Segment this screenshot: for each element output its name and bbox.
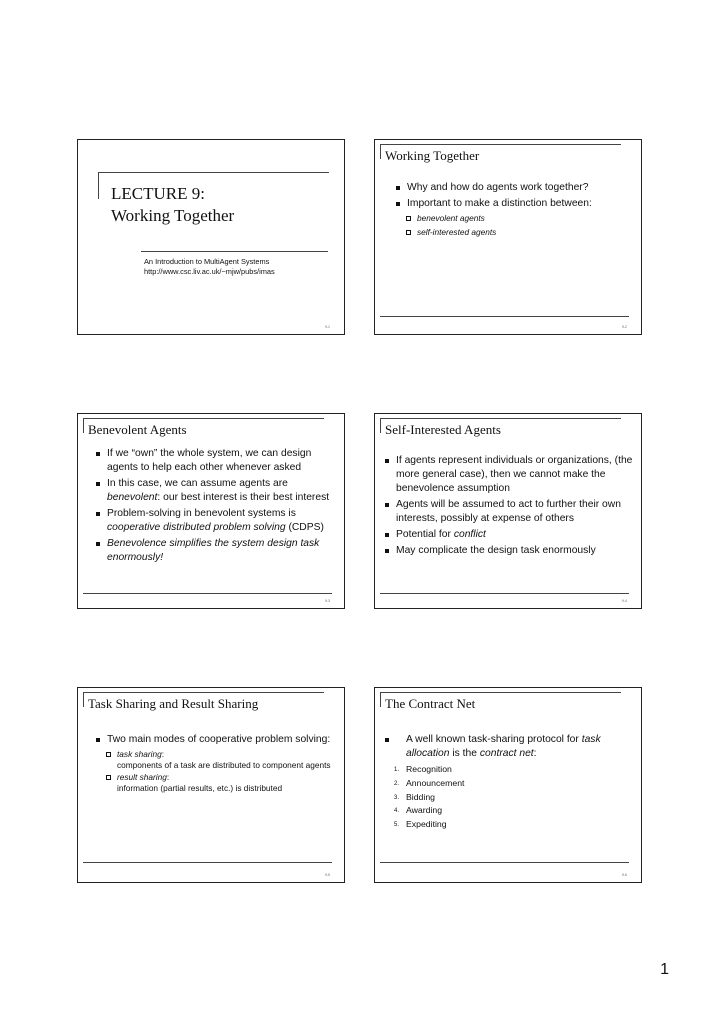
subtitle-rule <box>141 251 328 252</box>
bullet: Problem-solving in benevolent systems is cooperative distributed problem solving (CDPS) <box>93 507 333 535</box>
slide-number: 9-4 <box>621 599 627 603</box>
bullet-list <box>382 454 634 560</box>
footer-rule <box>380 593 629 594</box>
slide-number: 9-2 <box>621 325 627 329</box>
slide-title: The Contract Net <box>385 696 476 711</box>
list-item: 3. Bidding <box>394 791 435 802</box>
bullet-list <box>393 181 638 241</box>
footer-rule <box>380 316 629 317</box>
slide-number: 9-1 <box>324 325 330 329</box>
subtitle: An Introduction to MultiAgent Systems http://www.csc.liv.ac.uk/~mjw/pubs/imas <box>144 257 275 276</box>
bullet: A well known task-sharing protocol for task allocation is the contract net: <box>382 733 634 761</box>
bullet: Important to make a distinction between: <box>393 197 638 211</box>
slide-title: Task Sharing and Result Sharing <box>88 696 259 711</box>
slide-4 <box>374 413 642 609</box>
list-item: 2. Announcement <box>394 777 465 788</box>
footer-rule <box>380 862 629 863</box>
footer-rule <box>83 593 332 594</box>
bullet: Potential for conflict <box>382 528 634 542</box>
list-item: 4. Awarding <box>394 805 443 816</box>
sub-bullet: task sharing: components of a task are distributed to component agents <box>93 749 335 771</box>
slide-5 <box>77 687 345 883</box>
bullet-list <box>93 447 333 567</box>
bullet: If we “own” the whole system, we can design agents to help each other whenever asked <box>93 447 333 475</box>
bullet-list <box>382 733 634 832</box>
sub-bullet: benevolent agents <box>393 213 638 224</box>
sub-bullet: self-interested agents <box>393 227 638 238</box>
bullet: Benevolence simplifies the system design task enormously! <box>93 537 333 565</box>
footer-rule <box>83 862 332 863</box>
slide-title: Working Together <box>385 148 480 163</box>
sub-bullet: result sharing: information (partial results, etc.) is distributed <box>93 772 335 794</box>
bullet: If agents represent individuals or organizations, (the more general case), then we cannot make the benevolence assumption <box>382 454 634 496</box>
slide-title: Benevolent Agents <box>88 422 187 437</box>
bullet: May complicate the design task enormously <box>382 544 634 558</box>
slide-1 <box>77 139 345 335</box>
bullet: Two main modes of cooperative problem solving: <box>93 733 335 747</box>
slide-title: Self-Interested Agents <box>385 422 501 437</box>
slide-number: 9-6 <box>621 873 627 877</box>
lecture-title: LECTURE 9: Working Together <box>111 184 235 225</box>
bullet: In this case, we can assume agents are benevolent: our best interest is their best interest <box>93 477 333 505</box>
bullet-list <box>93 733 335 797</box>
bullet: Agents will be assumed to act to further their own interests, possibly at expense of others <box>382 498 634 526</box>
list-item: 5. Expediting <box>394 819 447 830</box>
list-item: 1. Recognition <box>394 764 452 774</box>
page-number: 1 <box>660 961 669 978</box>
slide-6 <box>374 687 642 883</box>
slide-number: 9-3 <box>324 599 330 603</box>
slide-number: 9-5 <box>324 873 330 877</box>
slide-3 <box>77 413 345 609</box>
bullet: Why and how do agents work together? <box>393 181 638 195</box>
slide-2 <box>374 139 642 335</box>
